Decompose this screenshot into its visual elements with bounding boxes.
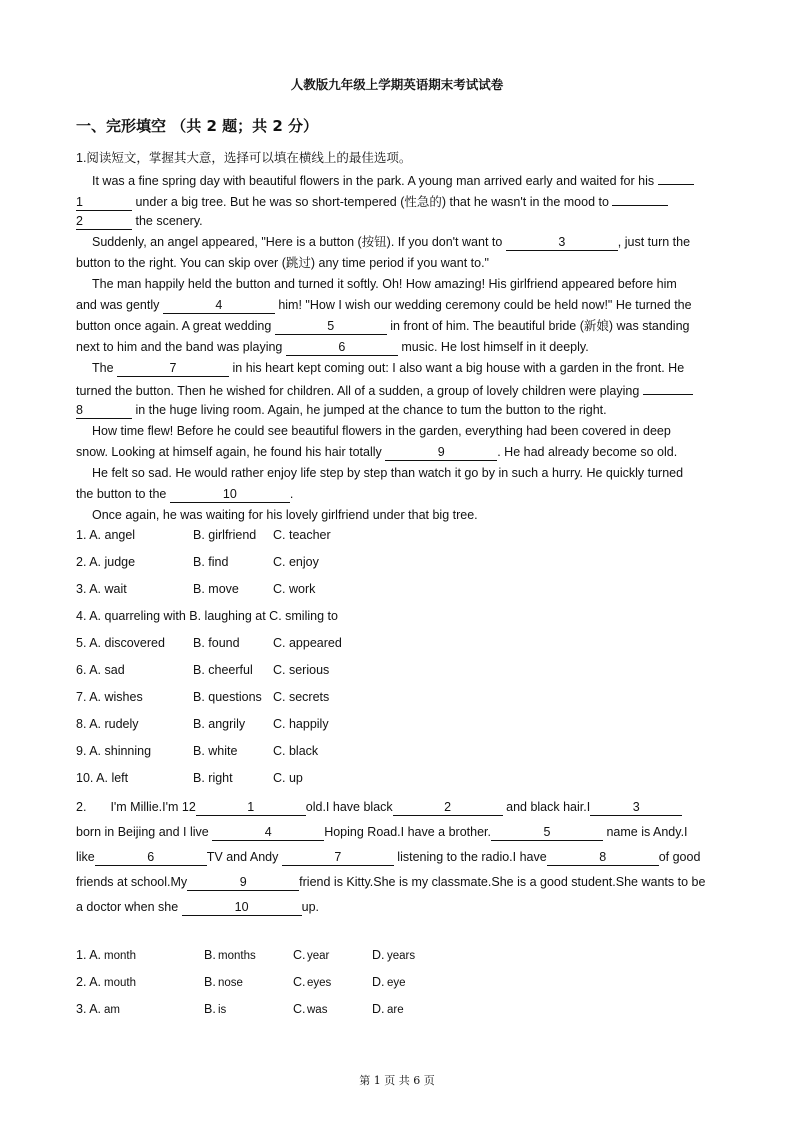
answer-blank[interactable]: 9 xyxy=(385,445,497,461)
q2-line: 2. I'm Millie.I'm 12 1 old.I have black 2 and black hair.I 3 xyxy=(76,795,682,820)
option-c[interactable]: C. secrets xyxy=(273,690,330,704)
passage-line: Suddenly, an angel appeared, "Here is a button (按钮). If you don't want to 3 , just turn the xyxy=(92,235,691,249)
passage-line: turned the button. Then he wished for children. All of a sudden, a group of lovely children were playing xyxy=(76,379,693,401)
option-b[interactable]: B. cheerful xyxy=(193,663,253,677)
q2-line: like 6 TV and Andy 7 listening to the radio.I have 8 of good xyxy=(76,850,701,864)
option-b[interactable]: B. right xyxy=(193,771,233,785)
passage-line: How time flew! Before he could see beautiful flowers in the garden, everything had been covered in deep xyxy=(92,424,671,438)
answer-blank[interactable]: 4 xyxy=(163,298,275,314)
option-b[interactable]: B. angrily xyxy=(193,717,246,731)
option-c[interactable]: C. serious xyxy=(273,663,330,677)
option-a[interactable]: 9. A. shinning xyxy=(76,744,152,758)
option-d[interactable]: eye xyxy=(387,977,406,989)
page-title: 人教版九年级上学期英语期末考试试卷 xyxy=(290,77,504,92)
option-d-label: D. xyxy=(372,948,385,962)
option-b-label: B. xyxy=(204,1002,216,1016)
passage-line: the button to the 10 . xyxy=(76,487,294,501)
passage-line: next to him and the band was playing 6 music. He lost himself in it deeply. xyxy=(76,340,589,354)
option-b[interactable]: B. move xyxy=(193,582,239,596)
option-a[interactable]: 1. A. angel xyxy=(76,528,136,542)
passage-line: 8 in the huge living room. Again, he jumped at the chance to tum the button to the right. xyxy=(76,403,607,417)
passage-line: button once again. A great wedding 5 in front of him. The beautiful bride (新娘) was standing xyxy=(76,319,690,333)
answer-blank[interactable]: 10 xyxy=(182,900,302,916)
option-c[interactable]: year xyxy=(307,950,330,962)
passage-line: The 7 in his heart kept coming out: I also want a big house with a garden in the front. He xyxy=(92,361,685,375)
option-number: 2. A. xyxy=(76,975,102,989)
option-c[interactable]: C. teacher xyxy=(273,528,331,542)
option-d-label: D. xyxy=(372,1002,385,1016)
answer-blank[interactable]: 5 xyxy=(491,825,603,841)
answer-blank[interactable]: 7 xyxy=(282,850,394,866)
answer-blank[interactable]: 4 xyxy=(212,825,324,841)
answer-blank[interactable]: 1 xyxy=(196,800,306,816)
answer-blank[interactable] xyxy=(612,190,668,206)
q2-line: a doctor when she 10 up. xyxy=(76,900,320,914)
option-a[interactable]: month xyxy=(104,950,136,962)
passage-line: Once again, he was waiting for his lovely girlfriend under that big tree. xyxy=(92,508,478,522)
option-a[interactable]: mouth xyxy=(104,977,136,989)
option-b[interactable]: B. find xyxy=(193,555,229,569)
passage-line: 1 under a big tree. But he was so short-tempered (性急的) that he wasn't in the mood to xyxy=(76,190,668,212)
answer-blank[interactable]: 3 xyxy=(506,235,618,251)
option-b[interactable]: is xyxy=(218,1004,227,1016)
answer-blank[interactable]: 8 xyxy=(547,850,659,866)
answer-blank[interactable]: 7 xyxy=(117,361,229,377)
option-d[interactable]: years xyxy=(387,950,416,962)
option-c-label: C. xyxy=(293,1002,306,1016)
option-c[interactable]: C. happily xyxy=(273,717,329,731)
option-c-label: C. xyxy=(293,948,306,962)
option-c[interactable]: C. work xyxy=(273,582,316,596)
option-b[interactable]: nose xyxy=(218,977,243,989)
passage-line: and was gently 4 him! "How I wish our wedding ceremony could be held now!" He turned the xyxy=(76,298,692,312)
q2-line: born in Beijing and I live 4 Hoping Road.I have a brother. 5 name is Andy.I xyxy=(76,825,688,839)
answer-blank[interactable] xyxy=(658,169,694,185)
answer-blank[interactable] xyxy=(643,379,693,395)
option-d[interactable]: are xyxy=(387,1004,404,1016)
option-a[interactable]: 5. A. discovered xyxy=(76,636,165,650)
option-a[interactable]: 10. A. left xyxy=(76,771,129,785)
answer-blank[interactable]: 8 xyxy=(76,403,132,419)
option-c[interactable]: C. enjoy xyxy=(273,555,319,569)
q2-line: friends at school.My 9 friend is Kitty.She is my classmate.She is a good student.She wants to be xyxy=(76,875,706,889)
option-a[interactable]: 6. A. sad xyxy=(76,663,125,677)
option-b[interactable]: B. girlfriend xyxy=(193,528,257,542)
option-number: 3. A. xyxy=(76,1002,102,1016)
option-b[interactable]: months xyxy=(218,950,256,962)
option-c[interactable]: C. up xyxy=(273,771,303,785)
option-c[interactable]: C. black xyxy=(273,744,319,758)
answer-blank[interactable]: 2 xyxy=(393,800,503,816)
option-c[interactable]: was xyxy=(307,1004,328,1016)
option-line[interactable]: 4. A. quarreling with B. laughing at C. smiling to xyxy=(76,609,338,623)
passage-line: The man happily held the button and turned it softly. Oh! How amazing! His girlfriend appeared before him xyxy=(92,277,677,291)
option-b-label: B. xyxy=(204,948,216,962)
answer-blank[interactable]: 10 xyxy=(170,487,290,503)
answer-blank[interactable]: 1 xyxy=(76,195,132,211)
answer-blank[interactable]: 2 xyxy=(76,214,132,230)
passage-line: He felt so sad. He would rather enjoy life step by step than watch it go by in such a hurry. He quickly turned xyxy=(92,466,684,480)
option-a[interactable]: am xyxy=(104,1004,120,1016)
option-b[interactable]: B. found xyxy=(193,636,240,650)
option-a[interactable]: 8. A. rudely xyxy=(76,717,139,731)
option-b-label: B. xyxy=(204,975,216,989)
option-c[interactable]: eyes xyxy=(307,977,332,989)
passage-line: It was a fine spring day with beautiful flowers in the park. A young man arrived early and waited for his xyxy=(76,169,694,191)
answer-blank[interactable]: 9 xyxy=(187,875,299,891)
section-heading: 一、完形填空 （共 2 题；共 2 分） xyxy=(76,117,318,135)
answer-blank[interactable]: 6 xyxy=(286,340,398,356)
passage-line: snow. Looking at himself again, he found his hair totally 9 . He had already become so old. xyxy=(76,445,678,459)
option-c[interactable]: C. appeared xyxy=(273,636,342,650)
option-b[interactable]: B. questions xyxy=(193,690,262,704)
option-c-label: C. xyxy=(293,975,306,989)
option-number: 1. A. xyxy=(76,948,102,962)
q2-number: 2. xyxy=(76,800,87,814)
passage-line: button to the right. You can skip over (跳过) any time period if you want to." xyxy=(76,256,489,270)
answer-blank[interactable]: 6 xyxy=(95,850,207,866)
option-a[interactable]: 3. A. wait xyxy=(76,582,127,596)
q1-instruction: 1.阅读短文，掌握其大意，选择可以填在横线上的最佳选项。 xyxy=(76,151,412,165)
answer-blank[interactable]: 5 xyxy=(275,319,387,335)
option-a[interactable]: 7. A. wishes xyxy=(76,690,143,704)
option-d-label: D. xyxy=(372,975,385,989)
option-a[interactable]: 2. A. judge xyxy=(76,555,136,569)
passage-line: 2 the scenery. xyxy=(76,214,203,228)
page-footer: 第 1 页 共 6 页 xyxy=(359,1074,435,1087)
answer-blank[interactable]: 3 xyxy=(590,800,682,816)
option-b[interactable]: B. white xyxy=(193,744,238,758)
